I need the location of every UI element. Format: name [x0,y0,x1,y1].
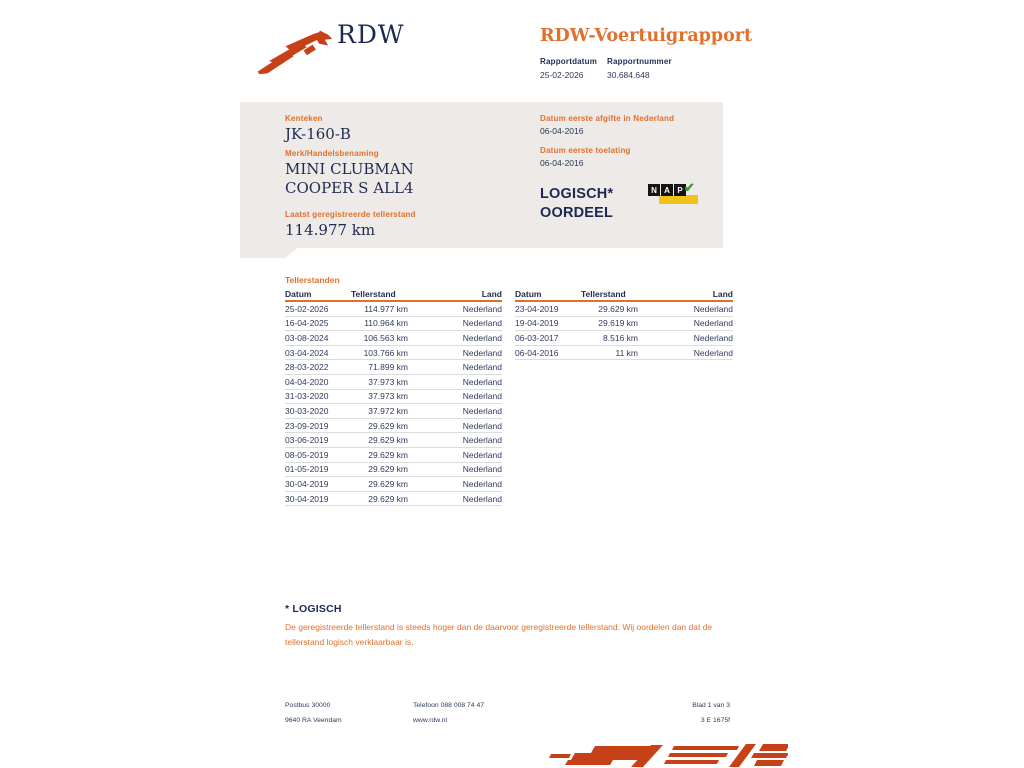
cell-datum: 06-04-2016 [515,347,559,358]
cell-land: Nederland [693,347,733,358]
cell-tellerstand: 110.964 km [364,318,408,329]
rdw-bird-logo-icon [256,28,338,76]
table-header-row [285,288,502,302]
cell-land: Nederland [462,376,502,387]
cell-tellerstand: 29.629 km [598,303,638,314]
cell-land: Nederland [462,347,502,358]
merk-label: Merk/Handelsbenaming [285,149,379,158]
table-row [515,317,733,332]
column-header-datum: Datum [515,289,542,299]
cell-tellerstand: 29.629 km [368,464,408,475]
cell-land: Nederland [462,478,502,489]
footer-address-line2: 9640 RA Veendam [285,717,342,724]
datum-eerste-afgifte-value: 06-04-2016 [540,126,584,136]
footnote-text: De geregistreerde tellerstand is steeds hoger dan de daarvoor geregistreerde tellerstand. Wij oordelen dan dat de tellerstand logisch verklaarbaar is. [285,622,713,647]
cell-tellerstand: 37.972 km [368,405,408,416]
rdw-logo-text: RDW [337,20,405,49]
table-row [285,463,502,478]
rapportnummer-value: 30.684.648 [607,70,650,80]
footer-address-line1: Postbus 30000 [285,702,331,709]
rapportdatum-label: Rapportdatum [540,57,598,66]
cell-datum: 19-04-2019 [515,318,559,329]
cell-tellerstand: 11 km [615,347,638,358]
table-row [285,433,502,448]
nap-yellow-bar [659,195,698,204]
table-row [285,375,502,390]
table-row [285,331,502,346]
oordeel-line2: OORDEEL [540,205,614,221]
rapportdatum-value: 25-02-2026 [540,70,584,80]
kenteken-label: Kenteken [285,114,323,123]
table-row [285,390,502,405]
cell-tellerstand: 37.973 km [368,391,408,402]
cell-datum: 23-04-2019 [515,303,559,314]
cell-tellerstand: 106.563 km [363,332,408,343]
cell-datum: 04-04-2020 [285,376,329,387]
footer-website-link: www.rdw.nl [413,717,447,724]
cell-tellerstand: 29.619 km [598,318,638,329]
vehicle-summary-panel-tab [240,248,297,258]
cell-datum: 30-04-2019 [285,493,329,504]
cell-land: Nederland [462,391,502,402]
cell-land: Nederland [462,303,502,314]
cell-land: Nederland [693,318,733,329]
footer-phone: Telefoon 088 008 74 47 [413,702,485,709]
cell-land: Nederland [462,420,502,431]
datum-eerste-afgifte-label: Datum eerste afgifte in Nederland [540,114,675,123]
cell-tellerstand: 29.629 km [368,420,408,431]
cell-datum: 03-08-2024 [285,332,329,343]
table-row [515,346,733,361]
cell-tellerstand: 29.629 km [368,493,408,504]
column-header-land: Land [712,289,733,299]
datum-eerste-toelating-label: Datum eerste toelating [540,146,631,155]
cell-tellerstand: 29.629 km [368,478,408,489]
nap-letter-n: N [648,184,660,196]
column-header-tellerstand: Tellerstand [351,289,396,299]
nap-letter-a: A [661,184,673,196]
column-header-tellerstand: Tellerstand [581,289,626,299]
cell-land: Nederland [462,435,502,446]
cell-datum: 16-04-2025 [285,318,329,329]
footnote-heading: * LOGISCH [285,603,342,615]
cell-land: Nederland [693,332,733,343]
cell-land: Nederland [462,318,502,329]
column-header-land: Land [481,289,502,299]
footer-page-indicator: Blad 1 van 3 [692,702,730,709]
tellerstanden-table-right [515,288,733,360]
nap-logo [648,180,700,206]
table-row [285,448,502,463]
cell-tellerstand: 8.516 km [603,332,638,343]
oordeel-verdict [540,185,613,223]
kenteken-value: JK-160-B [285,125,351,143]
cell-datum: 08-05-2019 [285,449,329,460]
cell-datum: 03-06-2019 [285,435,329,446]
table-row [285,492,502,507]
table-row [285,317,502,332]
cell-land: Nederland [462,449,502,460]
datum-eerste-toelating-value: 06-04-2016 [540,158,584,168]
cell-tellerstand: 29.629 km [368,435,408,446]
cell-tellerstand: 71.899 km [368,362,408,373]
merk-value-line1: MINI CLUBMAN [285,160,414,178]
tellerstanden-table-left [285,288,502,506]
cell-datum: 30-03-2020 [285,405,329,416]
cell-land: Nederland [462,493,502,504]
merk-value-line2: COOPER S ALL4 [285,179,414,197]
cell-datum: 30-04-2019 [285,478,329,489]
column-header-datum: Datum [285,289,312,299]
table-row [285,419,502,434]
document-title: RDW-Voertuigrapport [540,26,753,46]
table-row [515,302,733,317]
cell-tellerstand: 37.973 km [368,376,408,387]
laatste-tellerstand-label: Laatst geregistreerde tellerstand [285,210,416,219]
oordeel-line1: LOGISCH* [540,186,614,202]
cell-datum: 23-09-2019 [285,420,329,431]
cell-land: Nederland [462,405,502,416]
laatste-tellerstand-value: 114.977 km [285,221,376,239]
cell-tellerstand: 29.629 km [368,449,408,460]
cell-land: Nederland [462,362,502,373]
cell-tellerstand: 114.977 km [364,303,408,314]
table-row [285,302,502,317]
nap-checkmark-icon: ✔ [684,180,695,195]
cell-datum: 06-03-2017 [515,332,559,343]
table-row [285,404,502,419]
cell-datum: 28-03-2022 [285,362,329,373]
rdw-wing-stripes-graphic [543,741,788,768]
cell-tellerstand: 103.766 km [363,347,408,358]
table-row [515,331,733,346]
nap-letter-p: P [674,184,686,196]
table-header-row [515,288,733,302]
tellerstanden-section-title: Tellerstanden [285,275,340,285]
cell-datum: 31-03-2020 [285,391,329,402]
table-row [285,360,502,375]
table-row [285,477,502,492]
rapportnummer-label: Rapportnummer [607,57,672,66]
cell-land: Nederland [462,464,502,475]
cell-land: Nederland [462,332,502,343]
table-row [285,346,502,361]
footer-form-code: 3 E 1675f [700,717,730,724]
cell-datum: 03-04-2024 [285,347,329,358]
cell-datum: 25-02-2026 [285,303,329,314]
cell-datum: 01-05-2019 [285,464,329,475]
cell-land: Nederland [693,303,733,314]
